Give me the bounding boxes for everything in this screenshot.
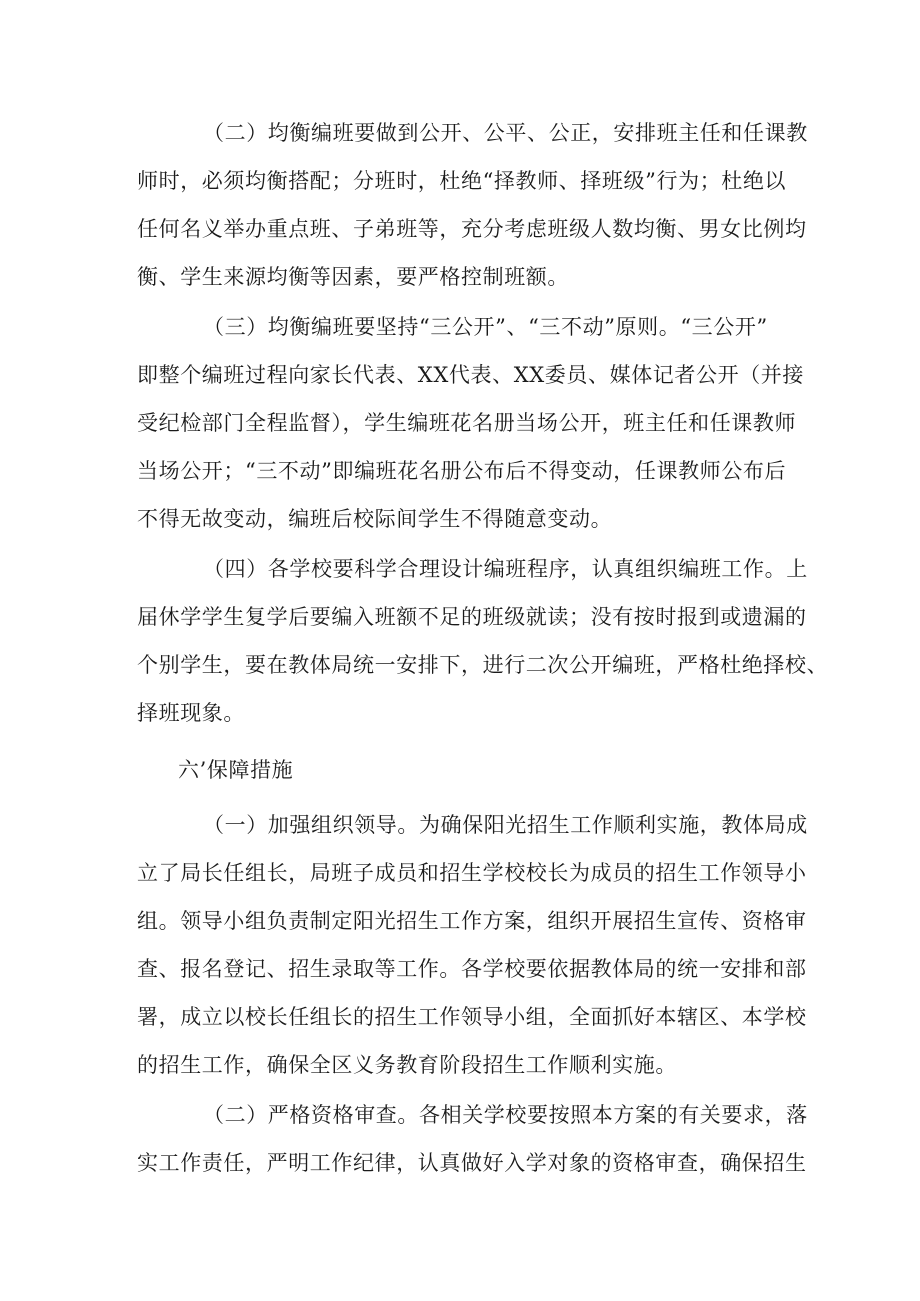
paragraph-baozhang-2-line-1: （二）严格资格审查。各相关学校要按照本方案的有关要求，落 (203, 1103, 808, 1127)
paragraph-junheng-4-line-2: 届休学学生复学后要编入班额不足的班级就读；没有按时报到或遗漏的 (137, 605, 807, 629)
paragraph-junheng-4-line-4: 择班现象。 (137, 701, 245, 725)
paragraph-junheng-3-line-4: 当场公开；“三不动”即编班花名册公布后不得变动，任课教师公布后 (137, 459, 787, 483)
paragraph-junheng-4-line-1: （四）各学校要科学合理设计编班程序，认真组织编班工作。上 (203, 557, 808, 581)
paragraph-baozhang-1-line-4: 查、报名登记、招生录取等工作。各学校要依据教体局的统一安排和部 (137, 957, 807, 981)
paragraph-junheng-2-line-3: 任何名义举办重点班、子弟班等，充分考虑班级人数均衡、男女比例均 (137, 217, 807, 241)
paragraph-baozhang-1-line-2: 立了局长任组长，局班子成员和招生学校校长为成员的招生工作领导小 (137, 861, 807, 885)
paragraph-baozhang-1-line-5: 署，成立以校长任组长的招生工作领导小组，全面抓好本辖区、本学校 (137, 1005, 807, 1029)
paragraph-junheng-3-line-1: （三）均衡编班要坚持“三公开”、“三不动”原则。“三公开” (203, 315, 768, 339)
paragraph-baozhang-2-line-2: 实工作责任，严明工作纪律，认真做好入学对象的资格审查，确保招生 (137, 1151, 807, 1175)
section-heading-baozhang: 六’保障措施 (178, 758, 294, 782)
paragraph-baozhang-1-line-3: 组。领导小组负责制定阳光招生工作方案，组织开展招生宣传、资格审 (137, 909, 807, 933)
paragraph-junheng-2-line-4: 衡、学生来源均衡等因素，要严格控制班额。 (137, 265, 569, 289)
paragraph-junheng-2-line-1: （二）均衡编班要做到公开、公平、公正，安排班主任和任课教 (203, 121, 808, 145)
paragraph-junheng-2-line-2: 师时，必须均衡搭配；分班时，杜绝“择教师、择班级”行为；杜绝以 (137, 169, 787, 193)
paragraph-junheng-4-line-3: 个别学生，要在教体局统一安排下，进行二次公开编班，严格杜绝择校、 (137, 653, 829, 677)
paragraph-baozhang-1-line-1: （一）加强组织领导。为确保阳光招生工作顺利实施，教体局成 (203, 813, 808, 837)
paragraph-junheng-3-line-2: 即整个编班过程向家长代表、XX代表、XX委员、媒体记者公开（并接 (137, 363, 804, 387)
paragraph-baozhang-1-line-6: 的招生工作，确保全区义务教育阶段招生工作顺利实施。 (137, 1053, 677, 1077)
paragraph-junheng-3-line-3: 受纪检部门全程监督），学生编班花名册当场公开，班主任和任课教师 (137, 411, 797, 435)
paragraph-junheng-3-line-5: 不得无故变动，编班后校际间学生不得随意变动。 (137, 507, 613, 531)
